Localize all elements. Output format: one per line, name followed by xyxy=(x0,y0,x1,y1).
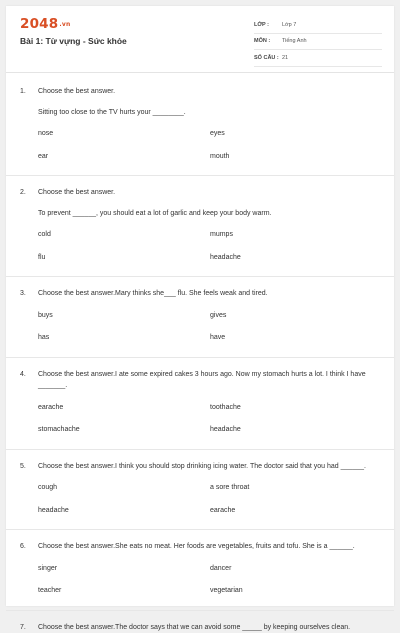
meta-row-subject xyxy=(254,34,382,51)
answer-option[interactable]: eyes xyxy=(210,128,382,140)
question-text: Choose the best answer.Mary thinks she___ flu. She feels weak and tired. xyxy=(38,288,378,300)
answer-option[interactable]: dancer xyxy=(210,563,382,575)
worksheet-page xyxy=(6,6,394,606)
answer-option[interactable]: has xyxy=(38,332,210,344)
question-sentence: To prevent ______, you should eat a lot of garlic and keep your body warm. xyxy=(38,208,394,220)
worksheet-header xyxy=(6,6,394,72)
meta-key: MÔN : xyxy=(254,38,282,44)
answer-option[interactable]: ear xyxy=(38,151,210,163)
answer-option[interactable]: mouth xyxy=(210,151,382,163)
logo-text: 2048 xyxy=(20,16,58,32)
question-number: 2. xyxy=(20,187,26,199)
answer-option[interactable]: earache xyxy=(38,402,210,414)
answer-options xyxy=(38,482,394,516)
question-list xyxy=(6,86,394,633)
question-text: Choose the best answer. xyxy=(38,86,378,98)
question-3 xyxy=(6,288,394,344)
answer-option[interactable]: toothache xyxy=(210,402,382,414)
answer-options xyxy=(38,128,394,162)
answer-option[interactable]: nose xyxy=(38,128,210,140)
answer-option[interactable]: singer xyxy=(38,563,210,575)
question-divider xyxy=(6,175,394,176)
answer-option[interactable]: vegetarian xyxy=(210,585,382,597)
answer-option[interactable]: teacher xyxy=(38,585,210,597)
answer-option[interactable]: cold xyxy=(38,229,210,241)
meta-info xyxy=(254,17,382,67)
meta-row-count xyxy=(254,50,382,67)
site-logo[interactable] xyxy=(20,16,70,32)
question-text: Choose the best answer.I think you should stop drinking icing water. The doctor said that you had ______. xyxy=(38,461,378,473)
answer-options xyxy=(38,563,394,597)
answer-option[interactable]: headache xyxy=(38,505,210,517)
answer-option[interactable]: headache xyxy=(210,424,382,436)
meta-key: SỐ CÂU : xyxy=(254,55,282,61)
answer-option[interactable]: cough xyxy=(38,482,210,494)
question-divider xyxy=(6,449,394,450)
question-number: 3. xyxy=(20,288,26,300)
question-divider xyxy=(6,610,394,611)
header-divider xyxy=(6,72,394,73)
question-divider xyxy=(6,357,394,358)
answer-option[interactable]: mumps xyxy=(210,229,382,241)
question-divider xyxy=(6,276,394,277)
answer-option[interactable]: buys xyxy=(38,310,210,322)
question-6 xyxy=(6,541,394,597)
question-1 xyxy=(6,86,394,162)
question-sentence: Sitting too close to the TV hurts your ________. xyxy=(38,107,394,119)
question-4 xyxy=(6,369,394,436)
answer-options xyxy=(38,402,394,436)
answer-option[interactable]: gives xyxy=(210,310,382,322)
meta-value: Lớp 7 xyxy=(282,22,296,28)
question-text: Choose the best answer.The doctor says that we can avoid some _____ by keeping ourselves clean. xyxy=(38,622,378,633)
question-divider xyxy=(6,529,394,530)
answer-option[interactable]: a sore throat xyxy=(210,482,382,494)
question-text: Choose the best answer. xyxy=(38,187,378,199)
answer-option[interactable]: headache xyxy=(210,252,382,264)
answer-option[interactable]: have xyxy=(210,332,382,344)
question-2 xyxy=(6,187,394,263)
lesson-title: Bài 1: Từ vựng - Sức khỏe xyxy=(20,36,127,46)
question-5 xyxy=(6,461,394,517)
answer-option[interactable]: earache xyxy=(210,505,382,517)
question-text: Choose the best answer.She eats no meat. Her foods are vegetables, fruits and tofu. She is a ______. xyxy=(38,541,378,553)
logo-suffix: .vn xyxy=(59,21,70,28)
meta-row-class xyxy=(254,17,382,34)
answer-options xyxy=(38,310,394,344)
question-number: 4. xyxy=(20,369,26,381)
question-number: 1. xyxy=(20,86,26,98)
meta-value: 21 xyxy=(282,55,288,61)
answer-options xyxy=(38,229,394,263)
answer-option[interactable]: stomachache xyxy=(38,424,210,436)
question-number: 6. xyxy=(20,541,26,553)
meta-key: LỚP : xyxy=(254,22,282,28)
question-number: 7. xyxy=(20,622,26,633)
answer-option[interactable]: flu xyxy=(38,252,210,264)
question-7 xyxy=(6,622,394,633)
meta-value: Tiếng Anh xyxy=(282,38,307,44)
question-text: Choose the best answer.I ate some expired cakes 3 hours ago. Now my stomach hurts a lot. I think I have _______. xyxy=(38,369,378,392)
question-number: 5. xyxy=(20,461,26,473)
